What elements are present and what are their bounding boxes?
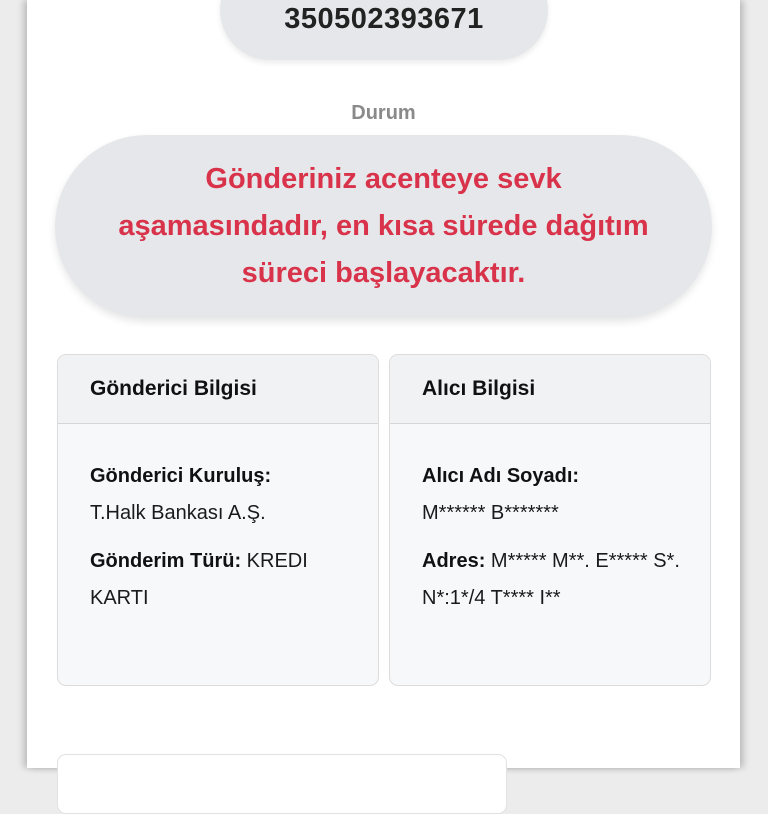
tracking-number: 350502393671 (284, 3, 484, 35)
sender-organization-field (90, 458, 358, 532)
sender-info-card (57, 354, 379, 686)
next-info-card (57, 754, 507, 814)
sender-card-body (58, 424, 378, 617)
sender-organization-label: Gönderici Kuruluş: (90, 465, 272, 487)
receiver-name-label: Alıcı Adı Soyadı: (422, 465, 580, 487)
receiver-name-field (422, 458, 690, 532)
receiver-info-card (389, 354, 711, 686)
status-message-pill (55, 135, 712, 318)
status-message: Gönderiniz acenteye sevk aşamasındadır, en kısa sürede dağıtım süreci başlayacaktır. (118, 163, 649, 289)
receiver-address-field (422, 543, 690, 617)
receiver-address-value: M***** M**. E***** S*. N*:1*/4 T**** I** (422, 550, 680, 609)
receiver-card-title: Alıcı Bilgisi (390, 355, 710, 424)
shipment-type-label: Gönderim Türü: (90, 550, 242, 572)
tracking-number-pill (220, 0, 548, 60)
tracking-result-page (27, 0, 740, 768)
receiver-card-body (390, 424, 710, 617)
shipment-type-value: KREDI KARTI (90, 550, 308, 609)
receiver-name-value: M****** B******* (422, 502, 559, 524)
receiver-address-label: Adres: (422, 550, 486, 572)
status-label: Durum (351, 102, 416, 124)
sender-card-title: Gönderici Bilgisi (58, 355, 378, 424)
shipment-type-field (90, 543, 358, 617)
sender-organization-value: T.Halk Bankası A.Ş. (90, 502, 266, 524)
